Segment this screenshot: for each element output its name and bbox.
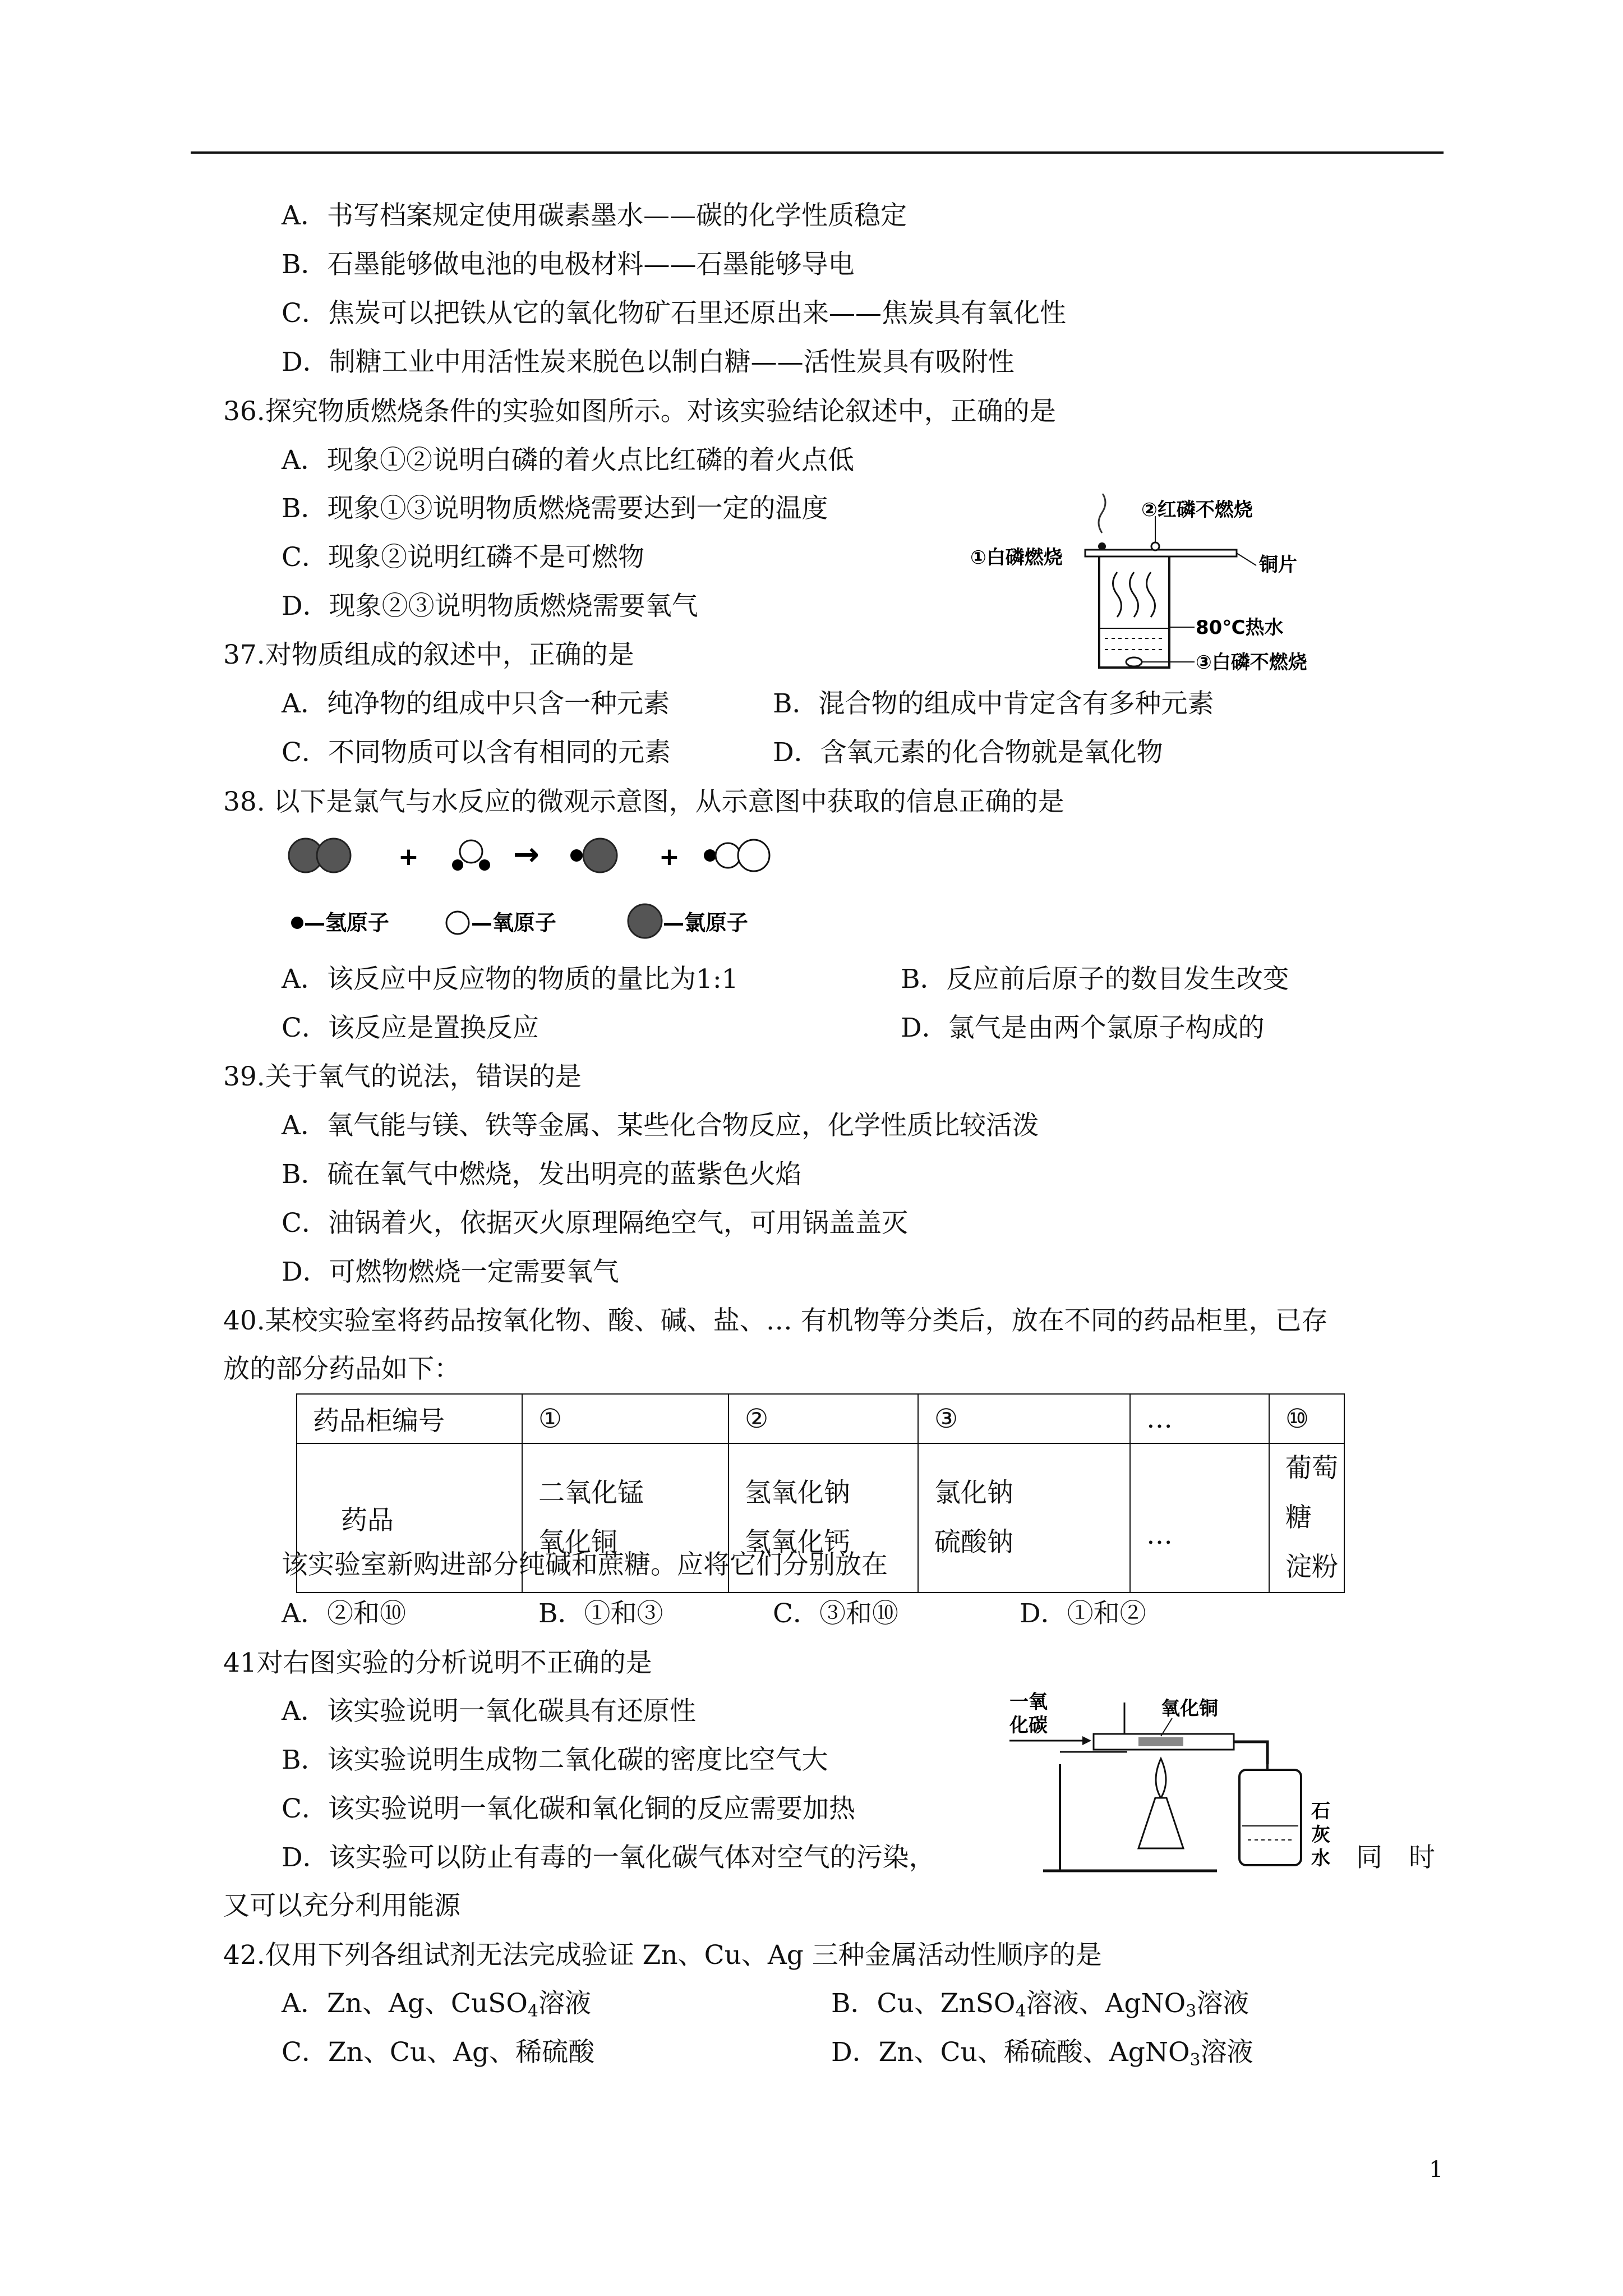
legend-hydrogen: —氢原子 [304, 910, 390, 935]
label-co-2: 化碳 [1009, 1714, 1048, 1737]
q36-option-c: C．现象②说明红磷不是可燃物 [282, 542, 644, 573]
label-copper: 铜片 [1259, 554, 1297, 576]
chemical-name: 氢氧化钙 [745, 1527, 850, 1558]
q42-option-b: B．Cu、ZnSO$_4$溶液、AgNO$_3$溶液 [831, 1988, 1249, 2021]
table-header-cell: 药品柜编号 [297, 1394, 522, 1443]
q40-note: 该实验室新购进部分纯碱和蔗糖。应将它们分别放在 [282, 1549, 888, 1580]
q39-option-d: D．可燃物燃烧一定需要氧气 [282, 1257, 619, 1287]
chemical-name: 氯化钠 [934, 1478, 1013, 1508]
table-header-cell: ② [728, 1394, 918, 1443]
chemical-name: 氧化铜 [538, 1527, 617, 1558]
table-cell: … [1130, 1443, 1269, 1593]
header-rule [191, 151, 1444, 154]
q40-option-b: B．①和③ [538, 1598, 663, 1629]
chemical-name: 淀粉 [1285, 1552, 1338, 1582]
table-cell [918, 1443, 1130, 1593]
combustion-figure [970, 494, 1340, 684]
table-cell: 药品 [297, 1443, 522, 1593]
q41-option-c: C．该实验说明一氧化碳和氧化铜的反应需要加热 [282, 1793, 855, 1824]
q35-option-b: B．石墨能够做电池的电极材料——石墨能够导电 [282, 249, 855, 280]
q39-option-b: B．硫在氧气中燃烧，发出明亮的蓝紫色火焰 [282, 1159, 802, 1190]
chemical-name: 硫酸钠 [934, 1527, 1013, 1558]
q41-stem: 41对右图实验的分析说明不正确的是 [223, 1648, 652, 1678]
limewater-bottle [1239, 1770, 1301, 1865]
hcl-molecule [570, 839, 617, 872]
q41-option-d-continued: 又可以充分利用能源 [223, 1890, 460, 1921]
reaction-arrow: → [513, 836, 540, 873]
smoke-icon [1099, 494, 1105, 533]
q36-stem: 36.探究物质燃烧条件的实验如图所示。对该实验结论叙述中，正确的是 [223, 396, 1056, 427]
chemical-name: 氢氧化钠 [745, 1478, 850, 1508]
flame-icon [1156, 1759, 1166, 1798]
q35-option-a: A．书写档案规定使用碳素墨水——碳的化学性质稳定 [282, 200, 907, 231]
label-white-phosphorus-water: ③白磷不燃烧 [1196, 651, 1307, 674]
q40-option-d: D．①和② [1020, 1598, 1146, 1629]
q40-option-c: C．③和⑩ [773, 1598, 898, 1629]
white-phosphorus-icon [1098, 542, 1106, 550]
label-red-phosphorus: ②红磷不燃烧 [1141, 499, 1253, 521]
hclo-molecule [704, 840, 769, 871]
page-number: 1 [1429, 2157, 1444, 2183]
gas-arrow-icon [1082, 1736, 1091, 1745]
table-header-cell: ⑩ [1269, 1394, 1344, 1443]
q42-stem: 42.仅用下列各组试剂无法完成验证 Zn、Cu、Ag 三种金属活动性顺序的是 [223, 1940, 1102, 1971]
heat-waves [1113, 572, 1155, 617]
legend-hydrogen-icon [291, 917, 303, 929]
q39-option-c: C．油锅着火，依据灭火原理隔绝空气，可用锅盖盖灭 [282, 1208, 908, 1239]
table-header-cell: … [1130, 1394, 1269, 1443]
underwater-phosphorus-icon [1126, 657, 1142, 666]
red-phosphorus-icon [1151, 542, 1159, 550]
q36-option-b: B．现象①③说明物质燃烧需要达到一定的温度 [282, 493, 828, 524]
table-header-cell: ① [522, 1394, 728, 1443]
q40-stem-line2: 放的部分药品如下： [223, 1354, 460, 1384]
label-lime-1: 石 [1311, 1800, 1330, 1823]
label-copper-oxide: 氧化铜 [1161, 1697, 1218, 1720]
q36-option-a: A．现象①②说明白磷的着火点比红磷的着火点低 [282, 445, 854, 476]
table-cell [1269, 1443, 1344, 1593]
legend-chlorine-icon [628, 904, 662, 938]
table-header-cell: ③ [918, 1394, 1130, 1443]
q39-stem: 39.关于氧气的说法，错误的是 [223, 1061, 582, 1092]
q39-option-a: A．氧气能与镁、铁等金属、某些化合物反应，化学性质比较活泼 [282, 1110, 1039, 1141]
q38-stem: 38. 以下是氯气与水反应的微观示意图，从示意图中获取的信息正确的是 [223, 786, 1064, 817]
reaction-diagram [286, 830, 824, 965]
q38-option-c: C．该反应是置换反应 [282, 1013, 539, 1043]
q38-option-a: A．该反应中反应物的物质的量比为1:1 [282, 964, 739, 995]
q42-option-c: C．Zn、Cu、Ag、稀硫酸 [282, 2037, 595, 2068]
q38-option-b: B．反应前后原子的数目发生改变 [901, 964, 1289, 995]
q42-option-a: A．Zn、Ag、CuSO$_4$溶液 [282, 1988, 591, 2021]
q40-stem-line1: 40.某校实验室将药品按氧化物、酸、碱、盐、… 有机物等分类后，放在不同的药品柜里，已存 [223, 1305, 1328, 1336]
co-reduction-apparatus [1004, 1686, 1340, 1888]
label-lime-2: 灰 [1311, 1824, 1330, 1846]
q41-option-a: A．该实验说明一氧化碳具有还原性 [282, 1696, 696, 1727]
q41-option-d-tail: 同 时 [1356, 1842, 1435, 1873]
q40-option-a: A．②和⑩ [282, 1598, 406, 1629]
water-molecule [452, 840, 490, 871]
q37-option-a: A．纯净物的组成中只含一种元素 [282, 688, 670, 719]
q38-option-d: D．氯气是由两个氯原子构成的 [901, 1013, 1265, 1043]
copper-oxide [1138, 1737, 1183, 1746]
q37-option-d: D．含氧元素的化合物就是氧化物 [773, 737, 1163, 768]
q35-option-d: D．制糖工业中用活性炭来脱色以制白糖——活性炭具有吸附性 [282, 347, 1015, 378]
q42-option-d: D．Zn、Cu、稀硫酸、AgNO$_3$溶液 [831, 2037, 1253, 2070]
plus-sign-2: + [659, 843, 680, 871]
q37-stem: 37.对物质组成的叙述中，正确的是 [223, 639, 634, 670]
q36-option-d: D．现象②③说明物质燃烧需要氧气 [282, 591, 698, 622]
label-lime-3: 水 [1311, 1847, 1330, 1870]
plus-sign-1: + [398, 843, 419, 871]
legend-chlorine: —氯原子 [663, 910, 749, 935]
q37-option-c: C．不同物质可以含有相同的元素 [282, 737, 671, 768]
label-white-phosphorus: ①白磷燃烧 [970, 546, 1063, 569]
chemical-name: 二氧化锰 [538, 1478, 644, 1508]
q35-option-c: C．焦炭可以把铁从它的氧化物矿石里还原出来——焦炭具有氧化性 [282, 298, 1066, 329]
chlorine-molecule [289, 839, 351, 872]
q37-option-b: B．混合物的组成中肯定含有多种元素 [773, 688, 1214, 719]
q41-option-b: B．该实验说明生成物二氧化碳的密度比空气大 [282, 1745, 828, 1775]
legend-oxygen: —氧原子 [471, 910, 557, 935]
alcohol-lamp-icon [1138, 1798, 1183, 1848]
label-co-1: 一氧 [1009, 1691, 1048, 1713]
table-header-row [297, 1394, 1344, 1443]
chemical-name: 葡萄糖 [1285, 1453, 1338, 1533]
legend-oxygen-icon [446, 912, 469, 934]
copper-plate [1085, 550, 1237, 556]
q41-option-d: D．该实验可以防止有毒的一氧化碳气体对空气的污染， [282, 1842, 935, 1873]
label-hot-water: 80℃热水 [1196, 616, 1284, 639]
